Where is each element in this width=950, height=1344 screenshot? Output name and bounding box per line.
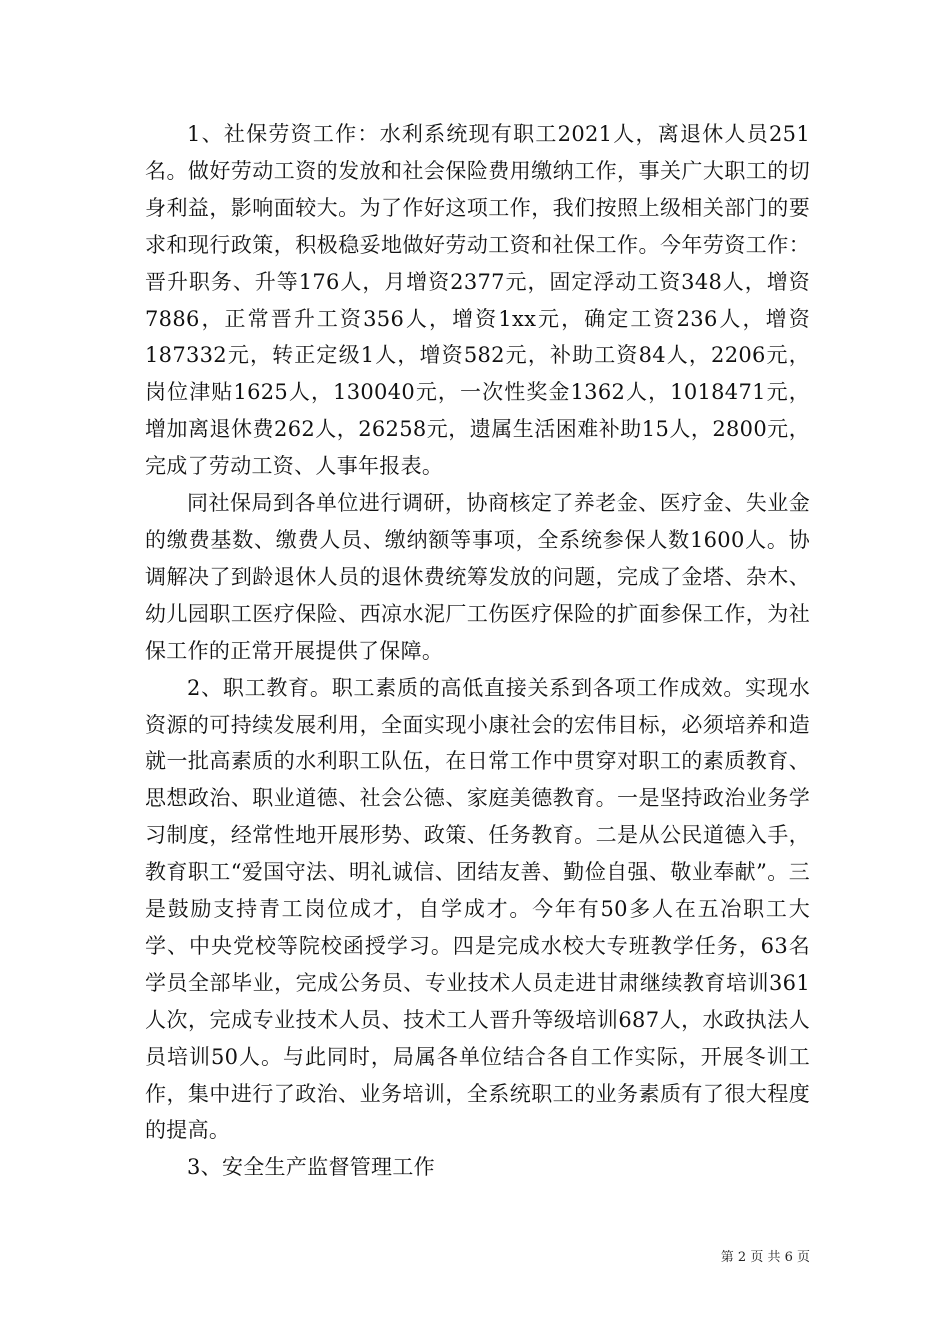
- page-number: 第 2 页 共 6 页: [720, 1250, 810, 1265]
- paragraph-staff-education: 2、职工教育。职工素质的高低直接关系到各项工作成效。实现水资源的可持续发展利用，全面实现小康社会的宏伟目标，必须培养和造就一批高素质的水利职工队伍，在日常工作中贯穿对职工的素质教育、思想政治、职业道德、社会公德、家庭美德教育。一是坚持政治业务学习制度，经常性地开展形势、政策、任务教育。二是从公民道德入手，教育职工“爱国守法、明礼诚信、团结友善、勤俭自强、敬业奉献”。三是鼓励支持青工岗位成才，自学成才。今年有50多人在五冶职工大学、中央党校等院校函授学习。四是完成水校大专班教学任务，63名学员全部毕业，完成公务员、专业技术人员走进甘肃继续教育培训361人次，完成专业技术人员、技术工人晋升等级培训687人，水政执法人员培训50人。与此同时，局属各单位结合各自工作实际，开展冬训工作，集中进行了政治、业务培训，全系统职工的业务素质有了很大程度的提高。: [145, 675, 810, 1143]
- paragraph-social-security: 1、社保劳资工作：水利系统现有职工2021人，离退休人员251名。做好劳动工资的发放和社会保险费用缴纳工作，事关广大职工的切身利益，影响面较大。为了作好这项工作，我们按照上级相关部门的要求和现行政策，积极稳妥地做好劳动工资和社保工作。今年劳资工作：晋升职务、升等176人，月增资2377元，固定浮动工资348人，增资7886，正常晋升工资356人，增资1xx元，确定工资236人，增资187332元，转正定级1人，增资582元，补助工资84人，2206元，岗位津贴1625人，130040元，一次性奖金1362人，1018471元，增加离退休费262人，26258元，遗属生活困难补助15人，2800元，完成了劳动工资、人事年报表。: [145, 122, 810, 479]
- document-body: [145, 116, 810, 1186]
- section-heading-safety: 3、安全生产监督管理工作: [187, 1155, 435, 1180]
- paragraph-insurance-survey: 同社保局到各单位进行调研，协商核定了养老金、医疗金、失业金的缴费基数、缴费人员、缴纳额等事项，全系统参保人数1600人。协调解决了到龄退休人员的退休费统筹发放的问题，完成了金塔、杂木、幼儿园职工医疗保险、西凉水泥厂工伤医疗保险的扩面参保工作，为社保工作的正常开展提供了保障。: [145, 491, 810, 663]
